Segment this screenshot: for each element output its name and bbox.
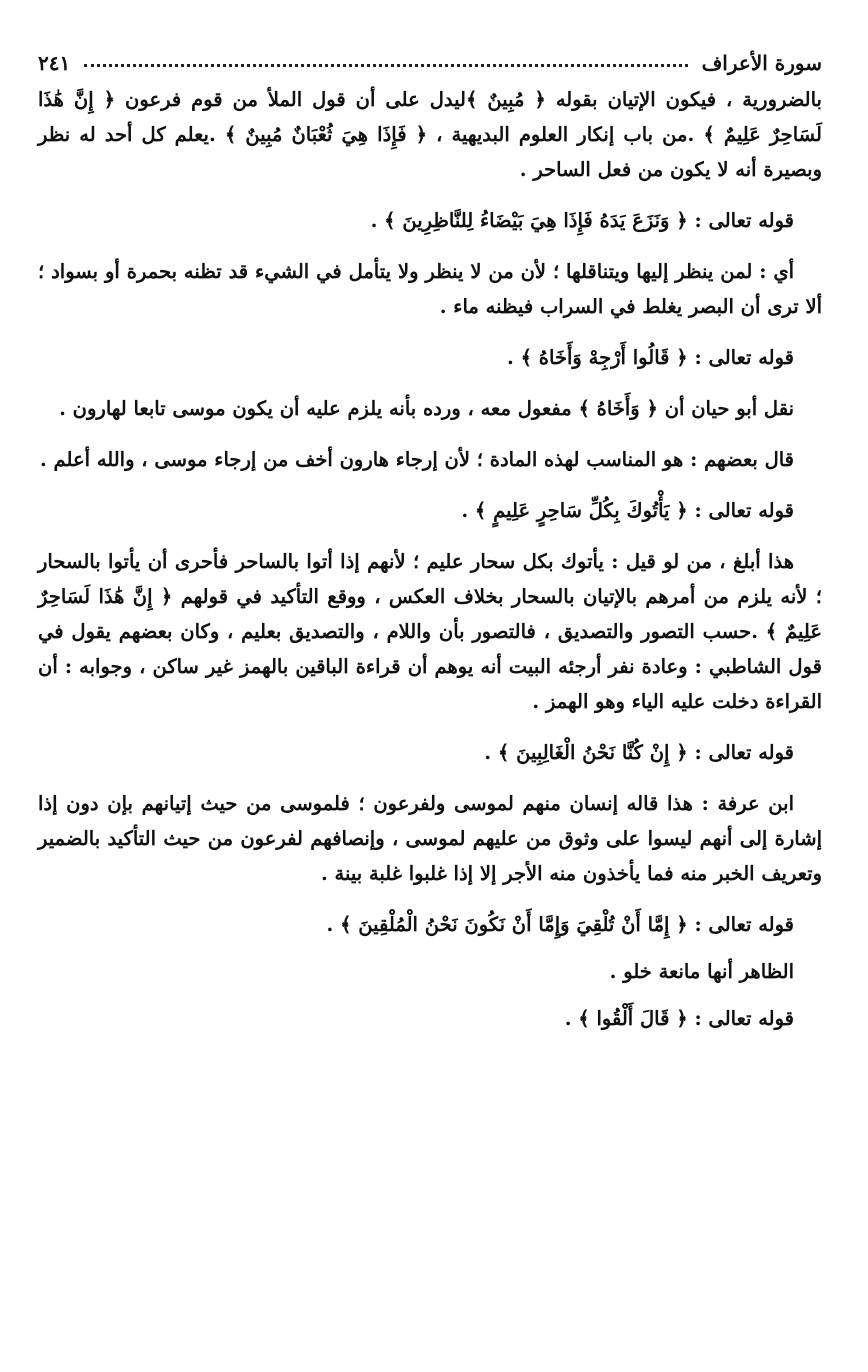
page-body: [38, 82, 822, 1036]
verse-heading: قوله تعالى : ﴿ يَأْتُوكَ بِكُلِّ سَاحِرٍ عَلِيمٍ ﴾ .: [461, 499, 794, 522]
paragraph: ابن عرفة : هذا قاله إنسان منهم لموسى ولفرعون ؛ فلموسى من حيث إتيانهم بإن دون إذا إشارة إلى أنهم ليسوا على وثوق من عليهم لموسى ، وإنصافهم لفرعون من حيث التأكيد بالضمير وتعريف الخبر منه فما يأخذون منه الأجر إلا إذا غلبوا غلبة بينة .: [38, 792, 822, 885]
running-header: [38, 46, 822, 80]
paragraph: قال بعضهم : هو المناسب لهذه المادة ؛ لأن إرجاء هارون أخف من إرجاء موسى ، والله أعلم .: [39, 448, 794, 471]
document-page: [38, 46, 822, 1036]
paragraph: هذا أبلغ ، من لو قيل : يأتوك بكل سحار عليم ؛ لأنهم إذا أتوا بالساحر فأحرى أن يأتوا بالسحار ؛ لأنه يلزم من أمرهم بالإتيان بالسحار بخلاف العكس ، ووقع التأكيد في قولهم ﴿ إِنَّ هَٰذَا لَسَاحِرٌ عَلِيمٌ ﴾ .حسب التصور والتصديق ، فالتصور بأن واللام ، والتصديق بعليم ، وكان بعضهم يقول في قول الشاطبي : وعادة نفر أرجئه البيت أنه يوهم أن قراءة الباقين بالهمز غير ساكن ، وجوابه : أن القراءة دخلت عليه الياء وهو الهمز .: [38, 550, 822, 713]
header-dotted-leader: [84, 64, 687, 67]
paragraph: أي : لمن ينظر إليها ويتناقلها ؛ لأن من لا ينظر ولا يتأمل في الشيء قد تظنه بحمرة أو بسواد ؛ ألا ترى أن البصر يغلط في السراب فيظنه ماء .: [38, 260, 822, 318]
verse-heading: قوله تعالى : ﴿ قَالُوا أَرْجِهْ وَأَخَاهُ ﴾ .: [507, 346, 794, 369]
verse-heading: قوله تعالى : ﴿ إِنْ كُنَّا نَحْنُ الْغَالِبِينَ ﴾ .: [484, 741, 794, 764]
paragraph: نقل أبو حيان أن ﴿ وَأَخَاهُ ﴾ مفعول معه ، ورده بأنه يلزم عليه أن يكون موسى تابعا لهارون .: [59, 397, 794, 420]
verse-heading: قوله تعالى : ﴿ إِمَّا أَنْ تُلْقِيَ وَإِمَّا أَنْ نَكُونَ نَحْنُ الْمُلْقِينَ ﴾ .: [326, 913, 794, 936]
verse-heading: قوله تعالى : ﴿ وَنَزَعَ يَدَهُ فَإِذَا هِيَ بَيْضَاءُ لِلنَّاظِرِينَ ﴾ .: [370, 209, 794, 232]
page-number: ٢٤١: [38, 51, 71, 75]
verse-heading: قوله تعالى : ﴿ قَالَ أَلْقُوا ﴾ .: [564, 1007, 794, 1030]
paragraph: الظاهر أنها مانعة خلو .: [609, 960, 794, 983]
surah-title: سورة الأعراف: [701, 51, 822, 75]
paragraph-continuation: بالضرورية ، فيكون الإتيان بقوله ﴿ مُبِينٌ ﴾ليدل على أن قول الملأ من قوم فرعون ﴿ إِنَّ هَٰذَا لَسَاحِرٌ عَلِيمٌ ﴾ .من باب إنكار العلوم البديهية ، ﴿ فَإِذَا هِيَ ثُعْبَانٌ مُبِينٌ ﴾ .يعلم كل أحد له نظر وبصيرة أنه لا يكون من فعل الساحر .: [38, 88, 822, 181]
